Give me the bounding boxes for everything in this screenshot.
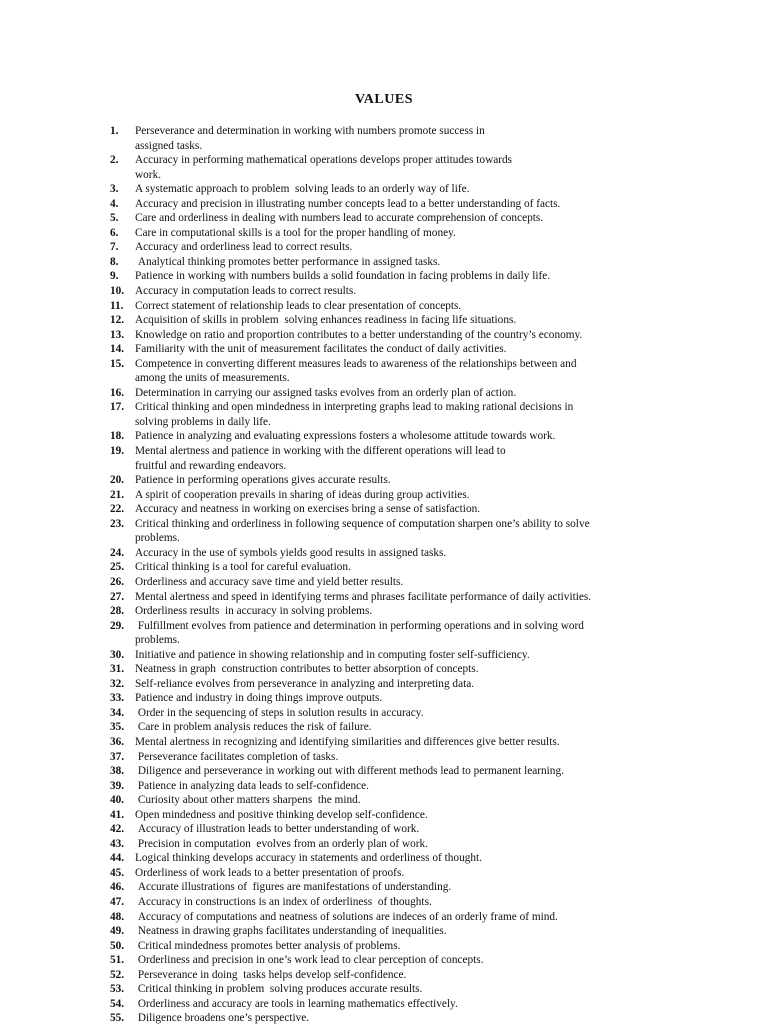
- item-number: 18.: [110, 430, 125, 443]
- item-line: Accurate illustrations of figures are manifestations of understanding.: [135, 881, 452, 894]
- list-item: [110, 750, 750, 765]
- item-number: 15.: [110, 357, 125, 370]
- item-line: Patience in analyzing data leads to self-confidence.: [135, 779, 370, 792]
- item-text: [135, 662, 750, 677]
- item-line: Accuracy and orderliness lead to correct results.: [135, 241, 353, 254]
- item-line: Accuracy of computations and neatness of solutions are indeces of an orderly frame of mind.: [135, 910, 558, 923]
- item-line: Correct statement of relationship leads to clear presentation of concepts.: [135, 299, 462, 312]
- item-number: 42.: [110, 823, 125, 836]
- item-number: 21.: [110, 488, 125, 501]
- item-number: 35.: [110, 721, 125, 734]
- item-number: 16.: [110, 386, 125, 399]
- item-text: [135, 357, 750, 386]
- item-number: 32.: [110, 677, 125, 690]
- item-number: 23.: [110, 517, 125, 530]
- item-text: [135, 720, 750, 735]
- item-number: 44.: [110, 852, 125, 865]
- item-number: 30.: [110, 648, 125, 661]
- list-item: [110, 590, 750, 605]
- item-line: Patience in performing operations gives accurate results.: [135, 474, 391, 487]
- item-line: Critical thinking in problem solving produces accurate results.: [135, 983, 423, 996]
- list-item: [110, 255, 750, 270]
- item-number: 46.: [110, 881, 125, 894]
- list-item: [110, 124, 750, 153]
- list-item: [110, 619, 750, 648]
- item-number: 17.: [110, 401, 125, 414]
- item-text: [135, 837, 750, 852]
- item-text: [135, 604, 750, 619]
- list-item: [110, 575, 750, 590]
- item-line: Acquisition of skills in problem solving enhances readiness in facing life situations.: [135, 314, 517, 327]
- list-item: [110, 735, 750, 750]
- item-number: 50.: [110, 939, 125, 952]
- list-item: [110, 677, 750, 692]
- item-text: [135, 386, 750, 401]
- item-line: Critical thinking and open mindedness in interpreting graphs lead to making rational decisions in: [135, 401, 574, 414]
- list-item: [110, 153, 750, 182]
- list-item: [110, 517, 750, 546]
- item-text: [135, 779, 750, 794]
- list-item: [110, 691, 750, 706]
- item-text: [135, 517, 750, 546]
- list-item: [110, 720, 750, 735]
- item-number: 41.: [110, 808, 125, 821]
- list-item: [110, 837, 750, 852]
- item-line: fruitful and rewarding endeavors.: [135, 459, 287, 472]
- item-line: Familiarity with the unit of measurement facilitates the conduct of daily activities.: [135, 343, 507, 356]
- item-text: [135, 182, 750, 197]
- item-line: Orderliness and precision in one’s work lead to clear perception of concepts.: [135, 954, 484, 967]
- item-number: 26.: [110, 575, 125, 588]
- item-text: [135, 982, 750, 997]
- item-number: 37.: [110, 750, 125, 763]
- item-text: [135, 299, 750, 314]
- list-item: [110, 546, 750, 561]
- list-item: [110, 793, 750, 808]
- item-number: 34.: [110, 706, 125, 719]
- item-text: [135, 342, 750, 357]
- item-number: 38.: [110, 765, 125, 778]
- item-number: 55.: [110, 1012, 125, 1025]
- item-text: [135, 400, 750, 429]
- item-line: Care in computational skills is a tool for the proper handling of money.: [135, 226, 456, 239]
- item-text: [135, 211, 750, 226]
- item-text: [135, 793, 750, 808]
- item-line: Diligence broadens one’s perspective.: [135, 1012, 310, 1025]
- item-number: 27.: [110, 590, 125, 603]
- item-number: 1.: [110, 125, 119, 137]
- item-line: problems.: [135, 532, 180, 545]
- item-number: 14.: [110, 343, 125, 356]
- item-text: [135, 648, 750, 663]
- item-line: Patience in analyzing and evaluating expressions fosters a wholesome attitude towards work.: [135, 430, 556, 443]
- list-item: [110, 910, 750, 925]
- item-text: [135, 328, 750, 343]
- item-text: [135, 750, 750, 765]
- values-list: [110, 124, 750, 1026]
- item-line: Accuracy and neatness in working on exercises bring a sense of satisfaction.: [135, 503, 481, 516]
- list-item: [110, 299, 750, 314]
- item-number: 11.: [110, 299, 124, 312]
- list-item: [110, 502, 750, 517]
- item-number: 47.: [110, 895, 125, 908]
- item-number: 49.: [110, 925, 125, 938]
- item-line: Accuracy in the use of symbols yields good results in assigned tasks.: [135, 546, 447, 559]
- item-text: [135, 197, 750, 212]
- list-item: [110, 357, 750, 386]
- list-item: [110, 662, 750, 677]
- item-line: Perseverance facilitates completion of tasks.: [135, 750, 339, 763]
- item-line: A spirit of cooperation prevails in sharing of ideas during group activities.: [135, 488, 470, 501]
- item-line: Orderliness of work leads to a better presentation of proofs.: [135, 866, 405, 879]
- item-line: Care and orderliness in dealing with numbers lead to accurate comprehension of concepts.: [135, 212, 544, 225]
- item-text: [135, 269, 750, 284]
- list-item: [110, 880, 750, 895]
- list-item: [110, 953, 750, 968]
- item-line: Mental alertness in recognizing and identifying similarities and differences give better results.: [135, 735, 560, 748]
- list-item: [110, 313, 750, 328]
- item-number: 2.: [110, 154, 119, 167]
- list-item: [110, 808, 750, 823]
- item-line: Critical mindedness promotes better analysis of problems.: [135, 939, 401, 952]
- page-title: VALUES: [355, 92, 413, 107]
- item-text: [135, 706, 750, 721]
- item-line: Order in the sequencing of steps in solution results in accuracy.: [135, 706, 424, 719]
- item-text: [135, 619, 750, 648]
- item-line: Patience and industry in doing things improve outputs.: [135, 692, 383, 705]
- item-line: Logical thinking develops accuracy in statements and orderliness of thought.: [135, 852, 482, 865]
- item-number: 19.: [110, 445, 125, 458]
- item-text: [135, 590, 750, 605]
- item-line: Perseverance and determination in working with numbers promote success in: [135, 125, 485, 137]
- item-line: Neatness in drawing graphs facilitates understanding of inequalities.: [135, 925, 447, 938]
- item-text: [135, 226, 750, 241]
- list-item: [110, 924, 750, 939]
- item-line: Care in problem analysis reduces the risk of failure.: [135, 721, 372, 734]
- item-text: [135, 808, 750, 823]
- item-number: 24.: [110, 546, 125, 559]
- item-text: [135, 429, 750, 444]
- list-item: [110, 560, 750, 575]
- item-line: Precision in computation evolves from an orderly plan of work.: [135, 837, 429, 850]
- list-item: [110, 473, 750, 488]
- item-text: [135, 968, 750, 983]
- item-number: 40.: [110, 794, 125, 807]
- item-text: [135, 924, 750, 939]
- list-item: [110, 429, 750, 444]
- item-text: [135, 124, 750, 153]
- item-number: 29.: [110, 619, 125, 632]
- item-line: Competence in converting different measures leads to awareness of the relationships between and: [135, 357, 577, 370]
- item-text: [135, 866, 750, 881]
- item-text: [135, 822, 750, 837]
- item-text: [135, 939, 750, 954]
- item-text: [135, 895, 750, 910]
- item-line: among the units of measurements.: [135, 372, 290, 385]
- item-line: Mental alertness and speed in identifying terms and phrases facilitate performance of daily activities.: [135, 590, 592, 603]
- item-text: [135, 546, 750, 561]
- list-item: [110, 342, 750, 357]
- item-number: 5.: [110, 212, 119, 225]
- item-text: [135, 735, 750, 750]
- list-item: [110, 764, 750, 779]
- item-number: 33.: [110, 692, 125, 705]
- item-line: Accuracy in constructions is an index of orderliness of thoughts.: [135, 895, 432, 908]
- item-line: Orderliness and accuracy save time and yield better results.: [135, 575, 404, 588]
- list-item: [110, 269, 750, 284]
- item-line: Curiosity about other matters sharpens the mind.: [135, 794, 361, 807]
- list-item: [110, 706, 750, 721]
- item-line: Accuracy of illustration leads to better understanding of work.: [135, 823, 420, 836]
- list-item: [110, 182, 750, 197]
- list-item: [110, 648, 750, 663]
- list-item: [110, 226, 750, 241]
- item-number: 25.: [110, 561, 125, 574]
- item-text: [135, 764, 750, 779]
- item-line: Orderliness results in accuracy in solving problems.: [135, 605, 373, 618]
- list-item: [110, 895, 750, 910]
- item-number: 12.: [110, 314, 125, 327]
- item-number: 36.: [110, 735, 125, 748]
- item-number: 45.: [110, 866, 125, 879]
- item-text: [135, 240, 750, 255]
- list-item: [110, 240, 750, 255]
- item-line: Patience in working with numbers builds a solid foundation in facing problems in daily life.: [135, 270, 551, 283]
- list-item: [110, 604, 750, 619]
- list-item: [110, 997, 750, 1012]
- item-line: A systematic approach to problem solving leads to an orderly way of life.: [135, 183, 470, 196]
- list-item: [110, 968, 750, 983]
- item-line: Determination in carrying our assigned tasks evolves from an orderly plan of action.: [135, 386, 517, 399]
- item-number: 31.: [110, 663, 125, 676]
- list-item: [110, 197, 750, 212]
- item-number: 20.: [110, 474, 125, 487]
- item-text: [135, 444, 750, 473]
- item-text: [135, 473, 750, 488]
- list-item: [110, 851, 750, 866]
- item-line: Accuracy in computation leads to correct results.: [135, 285, 357, 298]
- list-item: [110, 328, 750, 343]
- item-line: Neatness in graph construction contributes to better absorption of concepts.: [135, 663, 479, 676]
- item-line: problems.: [135, 634, 180, 647]
- item-line: Knowledge on ratio and proportion contributes to a better understanding of the country’s economy.: [135, 328, 583, 341]
- item-number: 51.: [110, 954, 125, 967]
- item-text: [135, 677, 750, 692]
- item-line: Mental alertness and patience in working with the different operations will lead to: [135, 445, 506, 458]
- item-number: 54.: [110, 997, 125, 1010]
- item-text: [135, 502, 750, 517]
- item-number: 48.: [110, 910, 125, 923]
- item-number: 3.: [110, 183, 119, 196]
- item-number: 9.: [110, 270, 119, 283]
- item-line: Self-reliance evolves from perseverance in analyzing and interpreting data.: [135, 677, 475, 690]
- item-line: Accuracy in performing mathematical operations develops proper attitudes towards: [135, 154, 513, 167]
- item-number: 8.: [110, 255, 119, 268]
- item-line: solving problems in daily life.: [135, 415, 271, 428]
- item-number: 6.: [110, 226, 119, 239]
- item-line: Fulfillment evolves from patience and determination in performing operations and in solving word: [135, 619, 584, 632]
- item-text: [135, 575, 750, 590]
- list-item: [110, 284, 750, 299]
- item-line: Analytical thinking promotes better performance in assigned tasks.: [135, 255, 441, 268]
- item-text: [135, 284, 750, 299]
- item-line: assigned tasks.: [135, 139, 203, 152]
- list-item: [110, 400, 750, 429]
- item-line: Open mindedness and positive thinking develop self-confidence.: [135, 808, 428, 821]
- item-text: [135, 255, 750, 270]
- item-text: [135, 851, 750, 866]
- item-number: 28.: [110, 605, 125, 618]
- item-line: Critical thinking and orderliness in following sequence of computation sharpen one’s ability to solve: [135, 517, 590, 530]
- item-number: 10.: [110, 285, 125, 298]
- item-line: Orderliness and accuracy are tools in learning mathematics effectively.: [135, 997, 458, 1010]
- item-number: 53.: [110, 983, 125, 996]
- item-text: [135, 488, 750, 503]
- list-item: [110, 779, 750, 794]
- list-item: [110, 386, 750, 401]
- item-text: [135, 153, 750, 182]
- item-text: [135, 953, 750, 968]
- item-text: [135, 691, 750, 706]
- item-number: 43.: [110, 837, 125, 850]
- item-line: Perseverance in doing tasks helps develop self-confidence.: [135, 968, 407, 981]
- item-text: [135, 313, 750, 328]
- item-number: 13.: [110, 328, 125, 341]
- item-number: 7.: [110, 241, 119, 254]
- item-text: [135, 910, 750, 925]
- list-item: [110, 866, 750, 881]
- item-text: [135, 997, 750, 1012]
- item-line: Diligence and perseverance in working out with different methods lead to permanent learning.: [135, 765, 564, 778]
- item-number: 4.: [110, 197, 119, 210]
- list-item: [110, 822, 750, 837]
- list-item: [110, 211, 750, 226]
- item-line: work.: [135, 168, 162, 181]
- item-number: 52.: [110, 968, 125, 981]
- item-number: 39.: [110, 779, 125, 792]
- item-line: Initiative and patience in showing relationship and in computing foster self-sufficiency.: [135, 648, 530, 661]
- list-item: [110, 488, 750, 503]
- list-item: [110, 982, 750, 997]
- item-line: Critical thinking is a tool for careful evaluation.: [135, 561, 351, 574]
- item-number: 22.: [110, 503, 125, 516]
- item-text: [135, 560, 750, 575]
- list-item: [110, 939, 750, 954]
- item-line: Accuracy and precision in illustrating number concepts lead to a better understanding of facts.: [135, 197, 561, 210]
- list-item: [110, 444, 750, 473]
- item-text: [135, 880, 750, 895]
